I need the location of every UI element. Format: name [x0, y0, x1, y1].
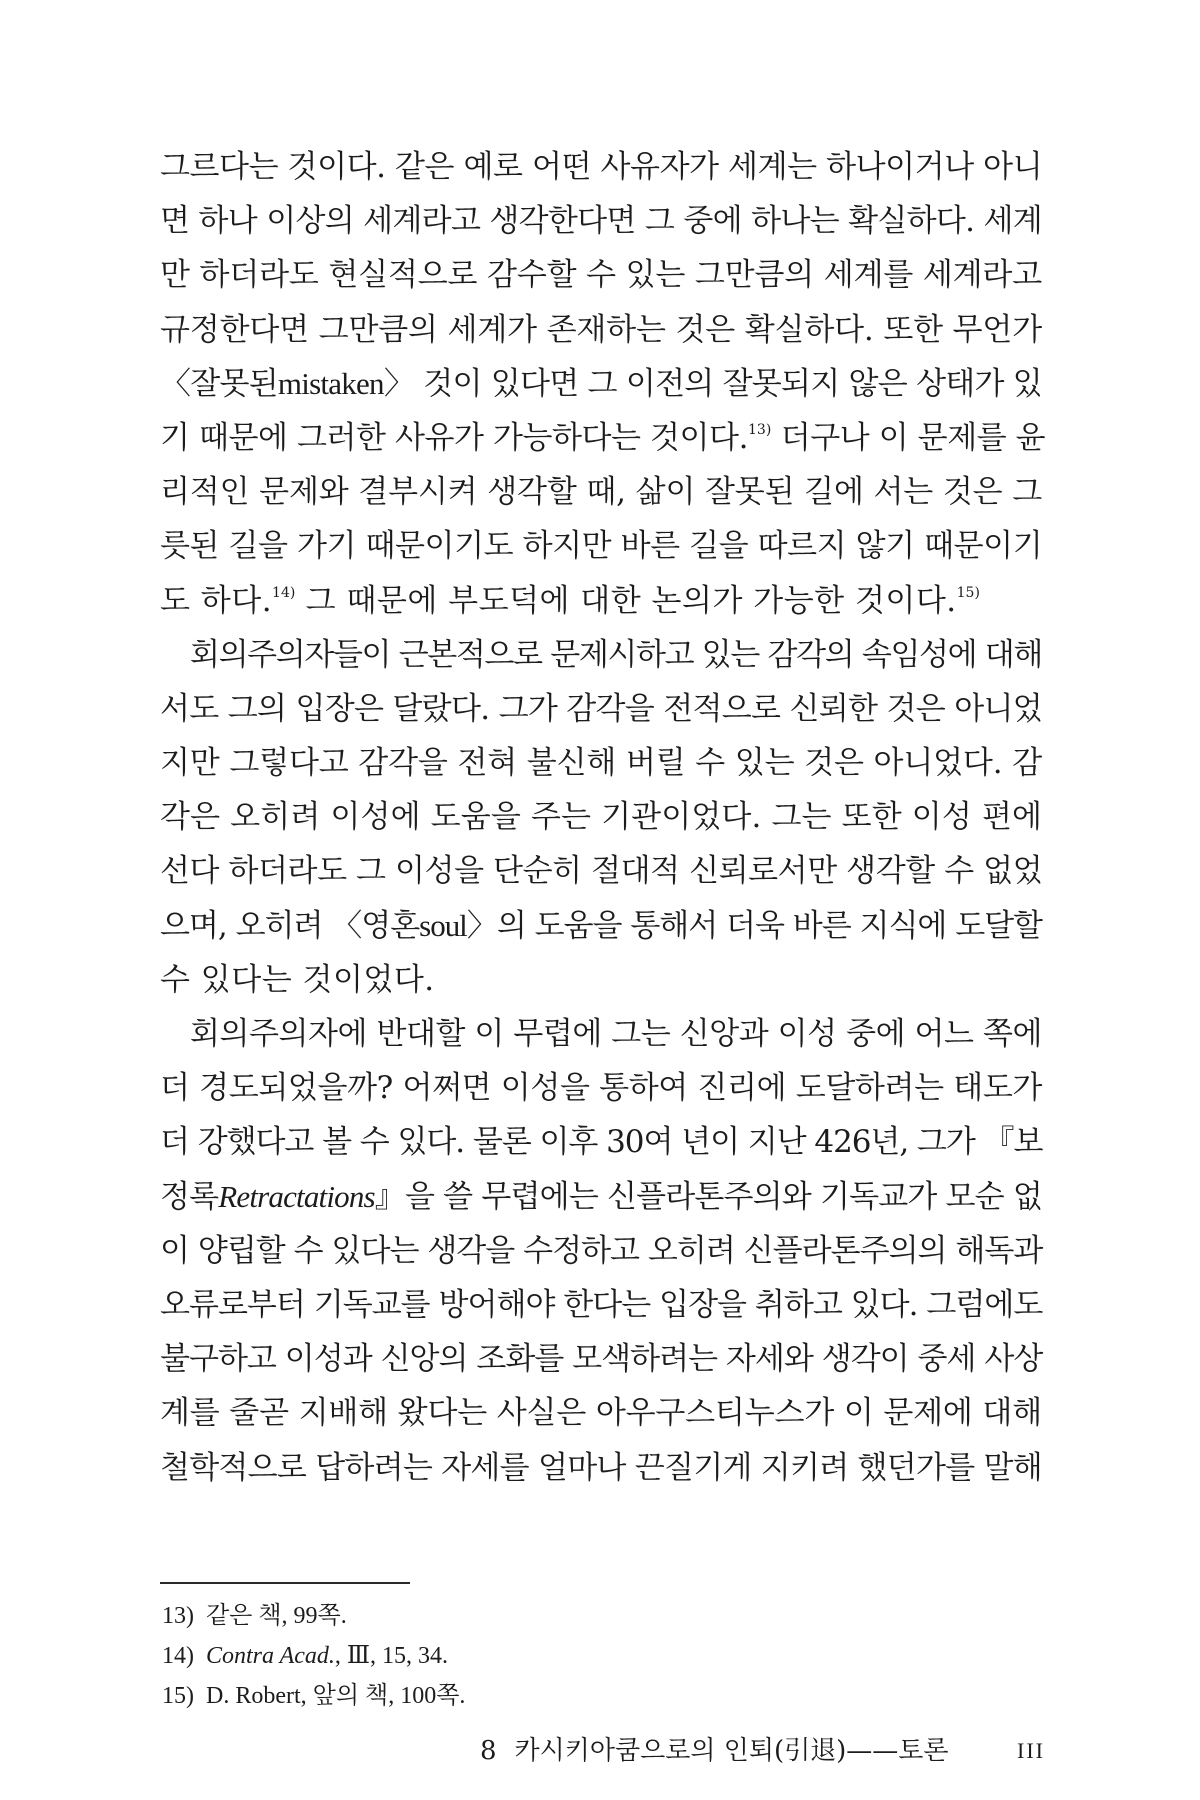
text-segment: 더구나 이 문제를 윤 [771, 419, 1046, 456]
footnote-text: 같은 책, 99쪽. [206, 1603, 347, 1629]
text-line: 더 경도되었을까? 어쩌면 이성을 통하여 진리에 도달하려는 태도가 [160, 1070, 1042, 1107]
footnote-ref: 15) [956, 584, 980, 601]
footnote-text: D. Robert, 앞의 책, 100쪽. [206, 1683, 466, 1709]
footnote-number: 15) [162, 1683, 194, 1709]
text-line: 더 강했다고 볼 수 있다. 물론 이후 30여 년이 지난 426년, 그가 『보 [160, 1124, 1043, 1161]
text-segment: 〈잘못된 [160, 365, 278, 402]
latin-term: mistaken [277, 365, 384, 401]
text-line [160, 357, 1042, 411]
text-segment: 그 때문에 부도덕에 대한 논의가 가능한 것이다. [295, 582, 957, 619]
text-line [160, 1170, 1042, 1224]
text-segment: 정록 [160, 1178, 219, 1215]
text-segment: 〉의 도움을 통해서 더욱 바른 지식에 도달할 [466, 907, 1042, 944]
chapter-number: 8 [480, 1736, 497, 1766]
text-line: 그르다는 것이다. 같은 예로 어떤 사유자가 세계는 하나이거나 아니 [160, 149, 1043, 185]
text-segment: 으며, 오히려 〈영혼 [160, 907, 420, 944]
latin-term: soul [419, 907, 467, 943]
page-number: III [1017, 1738, 1045, 1763]
text-line: 회의주의자들이 근본적으로 문제시하고 있는 감각의 속임성에 대해 [190, 636, 1042, 673]
footnote-number: 14) [162, 1643, 194, 1669]
text-line: 리적인 문제와 결부시켜 생각할 때, 삶이 잘못된 길에 서는 것은 그 [160, 474, 1042, 511]
body-text [160, 140, 1046, 1495]
text-line: 이 양립할 수 있다는 생각을 수정하고 오히려 신플라톤주의의 해독과 [160, 1232, 1043, 1269]
text-line: 오류로부터 기독교를 방어해야 한다는 입장을 취하고 있다. 그럼에도 [160, 1286, 1043, 1323]
footnote-ref: 14) [272, 584, 296, 601]
text-line: 만 하더라도 현실적으로 감수할 수 있는 그만큼의 세계를 세계라고 [160, 257, 1042, 294]
text-segment: 도 하다. [160, 582, 273, 619]
text-segment: 〉 것이 있다면 그 이전의 잘못되지 않은 상태가 있 [383, 365, 1043, 402]
text-line: 불구하고 이성과 신앙의 조화를 모색하려는 자세와 생각이 중세 사상 [160, 1341, 1043, 1378]
footnote [162, 1676, 1042, 1716]
text-line [160, 574, 1042, 628]
text-line [160, 411, 1046, 465]
text-line: 지만 그렇다고 감각을 전혀 불신해 버릴 수 있는 것은 아니었다. 감 [160, 745, 1042, 782]
text-line: 규정한다면 그만큼의 세계가 존재하는 것은 확실하다. 또한 무언가 [160, 311, 1042, 348]
footnotes [162, 1596, 1042, 1716]
text-line: 각은 오히려 이성에 도움을 주는 기관이었다. 그는 또한 이성 편에 [160, 799, 1043, 836]
text-line: 선다 하더라도 그 이성을 단순히 절대적 신뢰로서만 생각할 수 없었 [160, 853, 1043, 890]
footnote [162, 1596, 1042, 1636]
footnote-number: 13) [162, 1603, 194, 1629]
chapter-title: 카시키아쿰으로의 인퇴(引退)——토론 [514, 1736, 949, 1766]
footnote [162, 1636, 1042, 1676]
text-line: 수 있다는 것이었다. [160, 961, 435, 998]
running-footer [480, 1734, 1045, 1768]
text-segment: 』을 쓸 무렵에는 신플라톤주의와 기독교가 모순 없 [374, 1178, 1042, 1215]
text-line [160, 899, 1042, 953]
text-line: 면 하나 이상의 세계라고 생각한다면 그 중에 하나는 확실하다. 세계 [160, 203, 1042, 240]
text-line: 릇된 길을 가기 때문이기도 하지만 바른 길을 따르지 않기 때문이기 [160, 528, 1043, 565]
text-line: 철학적으로 답하려는 자세를 얼마나 끈질기게 지키려 했던가를 말해 [160, 1449, 1042, 1486]
footnote-divider [160, 1582, 410, 1584]
footnote-text: , Ⅲ, 15, 34. [334, 1643, 449, 1669]
book-title-italic: Retractations [218, 1178, 375, 1214]
text-line: 서도 그의 입장은 달랐다. 그가 감각을 전적으로 신뢰한 것은 아니었 [160, 690, 1042, 727]
text-segment: 기 때문에 그러한 사유가 가능하다는 것이다. [160, 419, 748, 456]
text-line: 회의주의자에 반대할 이 무렵에 그는 신앙과 이성 중에 어느 쪽에 [190, 1016, 1042, 1052]
text-line: 계를 줄곧 지배해 왔다는 사실은 아우구스티누스가 이 문제에 대해 [160, 1395, 1042, 1432]
footnote-italic-title: Contra Acad. [206, 1643, 335, 1669]
footnote-ref: 13) [748, 421, 772, 438]
